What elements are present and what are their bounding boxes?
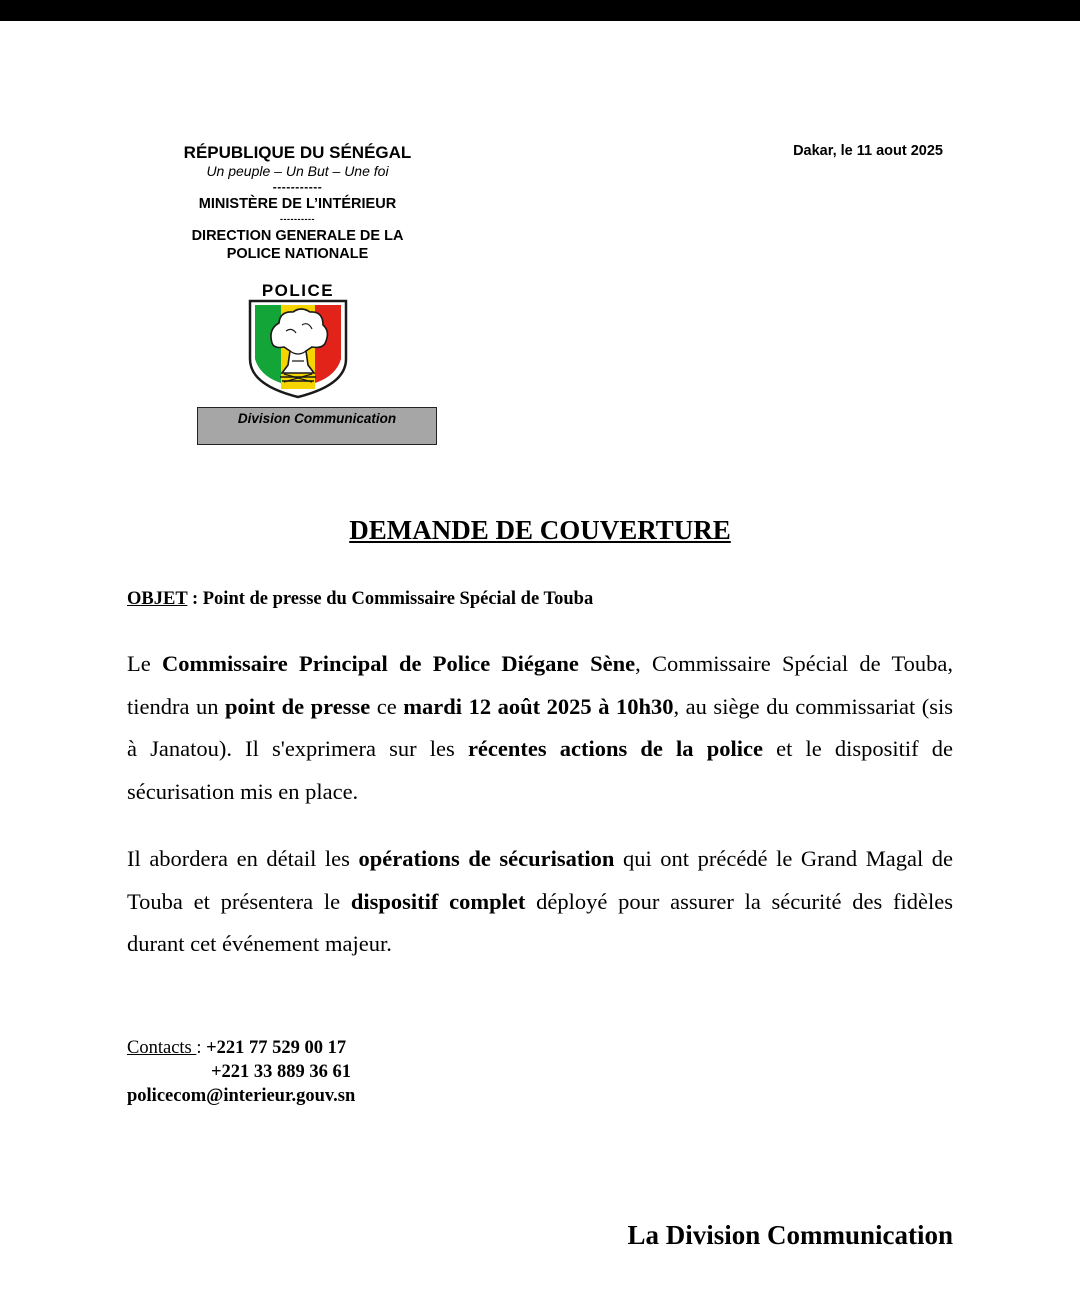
contacts-separator: : [196, 1038, 207, 1058]
emblem-label: POLICE [261, 281, 335, 300]
objet-line [127, 589, 593, 610]
p1-run: et le dispositif de sécurisation mis en place. [127, 736, 953, 804]
p1-run: , Commissaire Spécial de Touba, tiendra un [127, 651, 953, 719]
p2-run: déployé pour assurer la sécurité des fidèles durant cet événement majeur. [127, 888, 953, 956]
document-title: DEMANDE DE COUVERTURE [349, 515, 731, 545]
p1-run: ce [370, 693, 404, 719]
p2-run-bold: dispositif complet [350, 888, 526, 914]
p1-run: Le [127, 651, 162, 676]
ministry-name: MINISTÈRE DE L’INTÉRIEUR [198, 196, 397, 212]
objet-text: Point de presse du Commissaire Spécial de Touba [202, 589, 594, 609]
direction-line-2: POLICE NATIONALE [226, 246, 369, 262]
national-motto: Un peuple – Un But – Une foi [206, 163, 389, 179]
objet-label: OBJET [127, 589, 188, 609]
phone-1: +221 77 529 00 17 [206, 1038, 347, 1058]
letterhead [150, 142, 445, 263]
p1-run-bold: mardi 12 août 2025 à 10h30 [403, 693, 674, 719]
phone-2: +221 33 889 36 61 [211, 1062, 352, 1082]
signature: La Division Communication [627, 1220, 953, 1250]
contacts-block [127, 1036, 355, 1108]
paragraph-2 [127, 838, 953, 966]
contacts-label: Contacts [127, 1038, 197, 1058]
p2-run: qui ont précédé le Grand Magal de Touba et présentera le [127, 846, 953, 914]
top-black-bar [0, 0, 1080, 21]
p1-run-bold: point de presse [225, 693, 371, 719]
republic-name: RÉPUBLIQUE DU SÉNÉGAL [183, 143, 412, 162]
police-emblem-icon [246, 281, 350, 399]
p1-run-bold: Commissaire Principal de Police Diégane Sène [161, 651, 636, 676]
direction-line-1: DIRECTION GENERALE DE LA [191, 228, 404, 244]
paragraph-1 [127, 643, 953, 813]
p2-run-bold: opérations de sécurisation [358, 846, 615, 871]
p2-run: Il abordera en détail les [127, 846, 359, 871]
separator-long: ----------- [272, 180, 323, 194]
separator-short: ---------- [280, 214, 315, 224]
objet-separator: : [187, 589, 203, 609]
division-box: Division Communication [197, 407, 437, 445]
document-date: Dakar, le 11 aout 2025 [793, 143, 943, 159]
p1-run-bold: récentes actions de la police [467, 736, 763, 761]
email-address: policecom@interieur.gouv.sn [127, 1086, 356, 1106]
p1-run: , au siège du commissariat (sis à Janatou). Il s'exprimera sur les [127, 693, 954, 761]
